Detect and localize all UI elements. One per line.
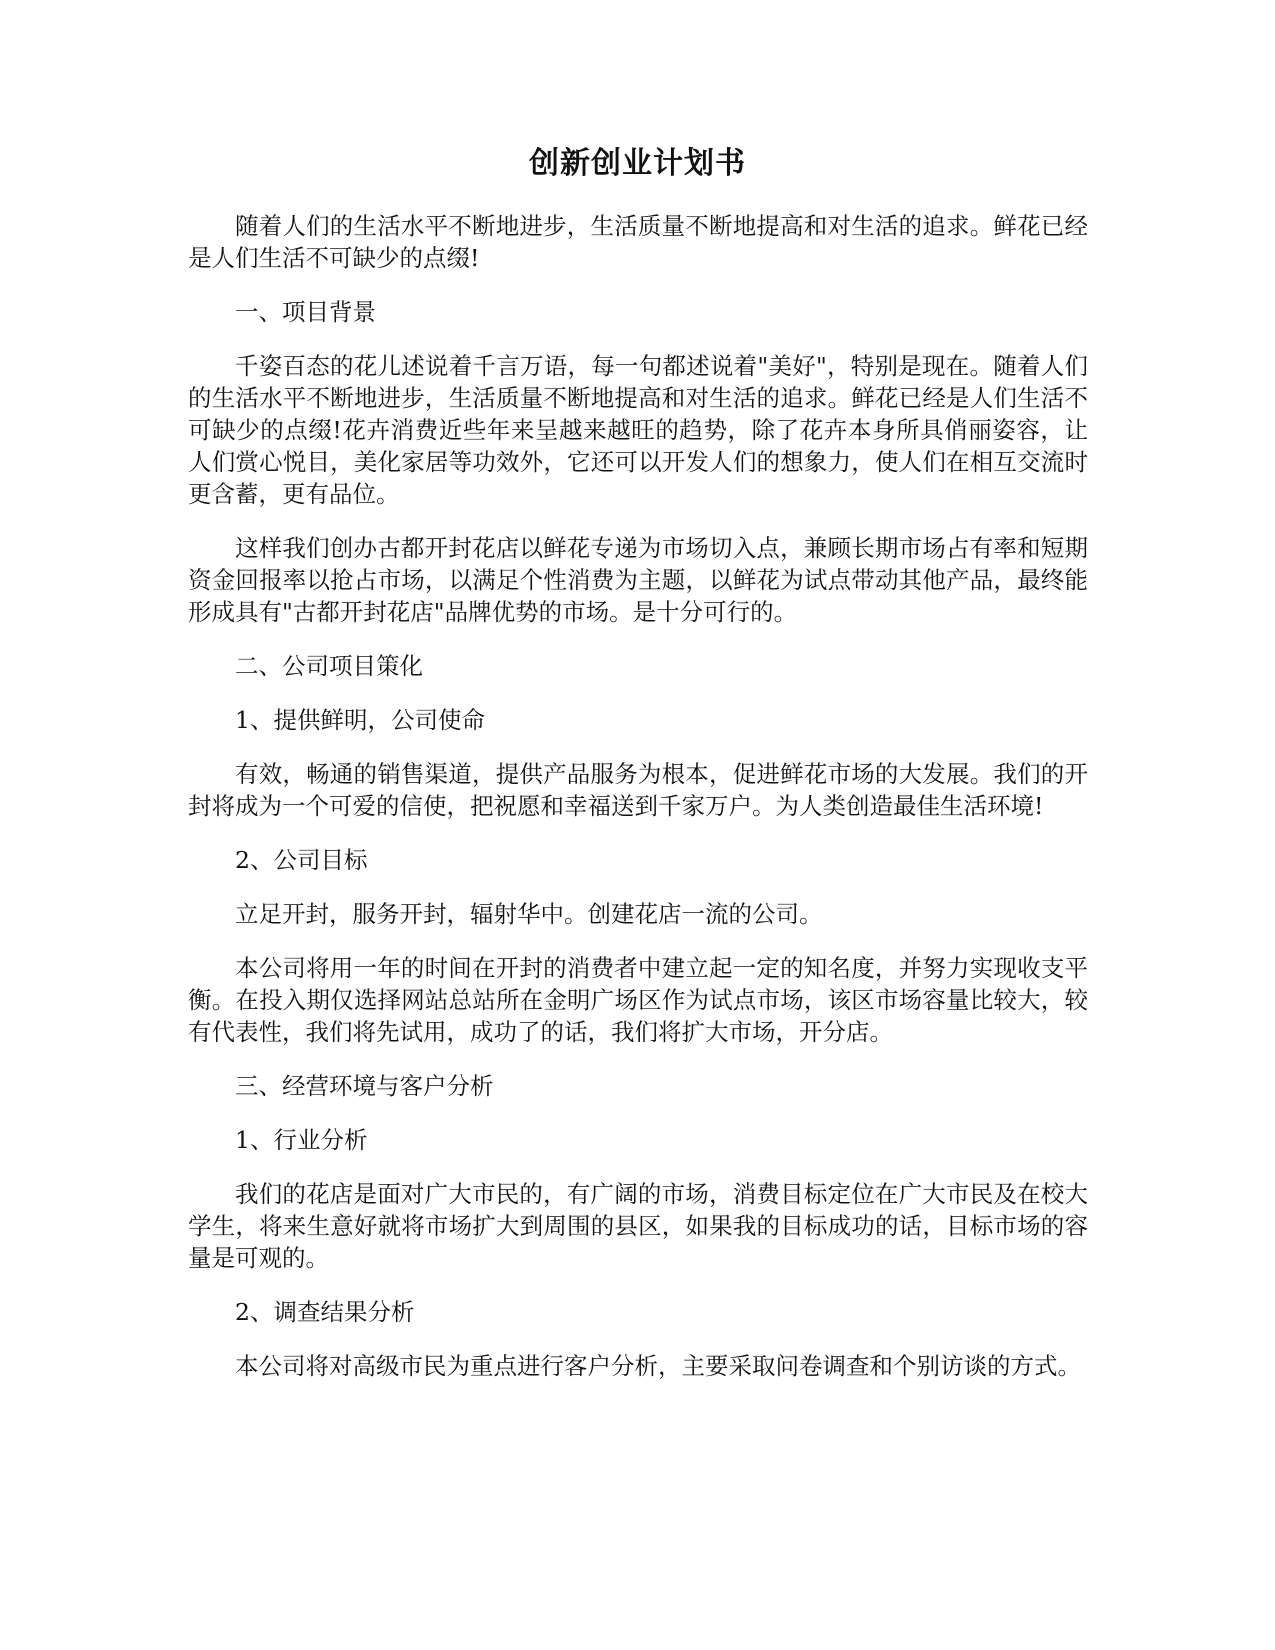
- body-paragraph: 千姿百态的花儿述说着千言万语，每一句都述说着"美好"，特别是现在。随着人们的生活水平不断地进步，生活质量不断地提高和对生活的追求。鲜花已经是人们生活不可缺少的点缀!花卉消费近些年来呈越来越旺的趋势，除了花卉本身所具俏丽姿容，让人们赏心悦目，美化家居等功效外，它还可以开发人们的想象力，使人们在相互交流时更含蓄，更有品位。: [188, 352, 1088, 508]
- document-body: [188, 210, 1088, 1404]
- subsection-heading-industry-analysis: 1、行业分析: [235, 1126, 368, 1154]
- intro-paragraph: 随着人们的生活水平不断地进步，生活质量不断地提高和对生活的追求。鲜花已经是人们生活不可缺少的点缀!: [188, 212, 1088, 272]
- body-paragraph: 我们的花店是面对广大市民的，有广阔的市场，消费目标定位在广大市民及在校大学生，将来生意好就将市场扩大到周围的县区，如果我的目标成功的话，目标市场的容量是可观的。: [188, 1180, 1088, 1272]
- body-paragraph: 本公司将对高级市民为重点进行客户分析，主要采取问卷调查和个别访谈的方式。: [235, 1352, 1081, 1380]
- body-paragraph: 这样我们创办古都开封花店以鲜花专递为市场切入点，兼顾长期市场占有率和短期资金回报率以抢占市场，以满足个性消费为主题，以鲜花为试点带动其他产品，最终能形成具有"古都开封花店"品牌优势的市场。是十分可行的。: [188, 534, 1088, 626]
- document-title: 创新创业计划书: [529, 146, 746, 181]
- subsection-heading-goals: 2、公司目标: [235, 846, 368, 874]
- subsection-heading-mission: 1、提供鲜明，公司使命: [235, 706, 485, 734]
- section-heading-project-background: 一、项目背景: [235, 298, 376, 326]
- section-heading-company-planning: 二、公司项目策化: [235, 652, 423, 680]
- body-paragraph: 本公司将用一年的时间在开封的消费者中建立起一定的知名度，并努力实现收支平衡。在投入期仅选择网站总站所在金明广场区作为试点市场，该区市场容量比较大，较有代表性，我们将先试用，成功了的话，我们将扩大市场，开分店。: [188, 954, 1088, 1046]
- body-paragraph: 有效，畅通的销售渠道，提供产品服务为根本，促进鲜花市场的大发展。我们的开封将成为一个可爱的信使，把祝愿和幸福送到千家万户。为人类创造最佳生活环境!: [188, 760, 1088, 820]
- section-heading-environment-analysis: 三、经营环境与客户分析: [235, 1072, 494, 1100]
- subsection-heading-survey-analysis: 2、调查结果分析: [235, 1298, 415, 1326]
- body-paragraph: 立足开封，服务开封，辐射华中。创建花店一流的公司。: [235, 900, 823, 928]
